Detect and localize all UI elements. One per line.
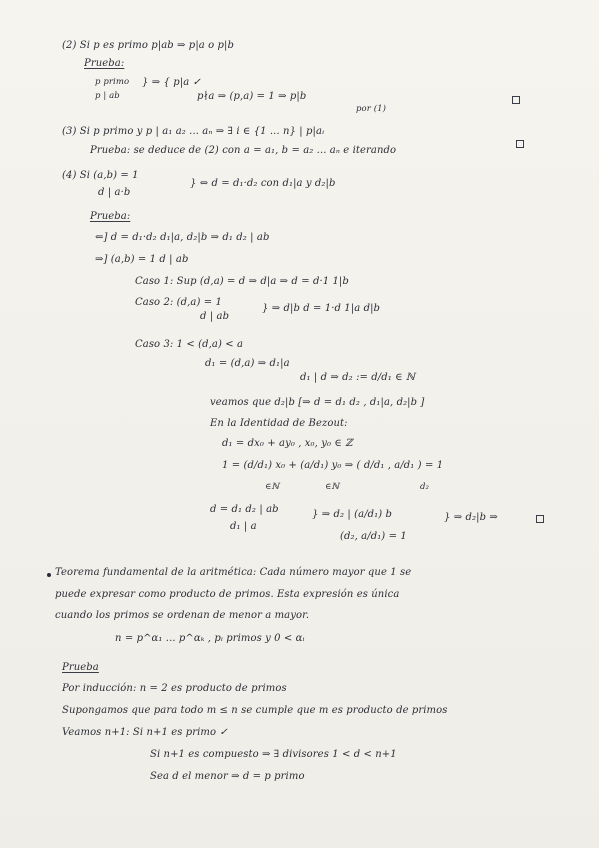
statement-4: (4) Si (a,b) = 1 <box>62 170 139 181</box>
theorem-title: Teorema fundamental de la aritmética: Cada número mayor que 1 se <box>55 567 412 578</box>
statement-3: (3) Si p primo y p | a₁ a₂ ... aₙ ⇒ ∃ i ∈ {1 ... n} | p|aᵢ <box>62 126 325 137</box>
proof-line: Prueba: se deduce de (2) con a = a₁, b = a₂ ... aₙ e iterando <box>90 145 397 156</box>
annotation: ∈ℕ <box>265 482 280 492</box>
equation-line: d₁ = dx₀ + ay₀ , x₀, y₀ ∈ ℤ <box>222 438 353 449</box>
case-line: d₁ | d ⇒ d₂ := d/d₁ ∈ ℕ <box>300 372 416 383</box>
hypothesis-line: p | ab <box>95 91 120 101</box>
statement-2: (2) Si p es primo p|ab ⇒ p|a o p|b <box>62 40 234 51</box>
equation-line: 1 = (d/d₁) x₀ + (a/d₁) y₀ ⇒ ( d/d₁ , a/d₁ ) = 1 <box>222 460 444 471</box>
case-line: d₁ = (d,a) ⇒ d₁|a <box>205 358 290 369</box>
bullet-icon <box>47 573 51 577</box>
implication-line: } ⇒ { p|a ✓ <box>142 77 202 88</box>
proof-line: (d₂, a/d₁) = 1 <box>340 531 407 542</box>
qed-square-icon <box>536 515 544 523</box>
proof-line: } ⇒ d₂ | (a/d₁) b <box>312 509 393 520</box>
case-line: d | ab <box>200 311 230 322</box>
proof-line: d = d₁ d₂ | ab <box>210 504 279 515</box>
case-line: Caso 1: Sup (d,a) = d ⇒ d|a ⇒ d = d·1 1|b <box>135 276 349 287</box>
proof-line: Veamos n+1: Si n+1 es primo ✓ <box>62 727 228 738</box>
proof-label: Prueba <box>62 662 99 673</box>
case-line: Caso 2: (d,a) = 1 <box>135 297 222 308</box>
proof-direction: ⇐] d = d₁·d₂ d₁|a, d₂|b ⇒ d₁ d₂ | ab <box>95 232 270 243</box>
reference-note: por (1) <box>356 104 387 114</box>
statement-line: d | a·b <box>98 187 131 198</box>
proof-line: Por inducción: n = 2 es producto de primos <box>62 683 287 694</box>
implication-line: p∤a ⇒ (p,a) = 1 ⇒ p|b <box>197 91 307 102</box>
theorem-line: puede expresar como producto de primos. Esta expresión es única <box>55 589 400 600</box>
annotation: ∈ℕ <box>325 482 340 492</box>
equivalence-line: } ⇔ d = d₁·d₂ con d₁|a y d₂|b <box>190 178 336 189</box>
case-line: Caso 3: 1 < (d,a) < a <box>135 339 244 350</box>
theorem-line: cuando los primos se ordenan de menor a mayor. <box>55 610 310 621</box>
proof-direction: ⇒] (a,b) = 1 d | ab <box>95 254 189 265</box>
proof-line: d₁ | a <box>230 521 257 532</box>
theorem-formula: n = p^α₁ ... p^αₖ , pᵢ primos y 0 < αᵢ <box>115 633 305 644</box>
annotation: d₂ <box>420 482 430 492</box>
proof-line: En la Identidad de Bezout: <box>210 418 348 429</box>
proof-line: veamos que d₂|b [⇒ d = d₁ d₂ , d₁|a, d₂|b ] <box>210 397 425 408</box>
proof-label: Prueba: <box>90 211 131 222</box>
proof-conclusion: } ⇒ d₂|b ⇒ <box>444 512 498 523</box>
proof-label: Prueba: <box>84 58 125 69</box>
proof-line: Sea d el menor ⇒ d = p primo <box>150 771 305 782</box>
qed-square-icon <box>512 96 520 104</box>
case-conclusion: } ⇒ d|b d = 1·d 1|a d|b <box>262 303 381 314</box>
hypothesis-line: p primo <box>95 77 130 87</box>
proof-line: Supongamos que para todo m ≤ n se cumple que m es producto de primos <box>62 705 448 716</box>
proof-line: Si n+1 es compuesto ⇒ ∃ divisores 1 < d < n+1 <box>150 749 397 760</box>
qed-square-icon <box>516 140 524 148</box>
